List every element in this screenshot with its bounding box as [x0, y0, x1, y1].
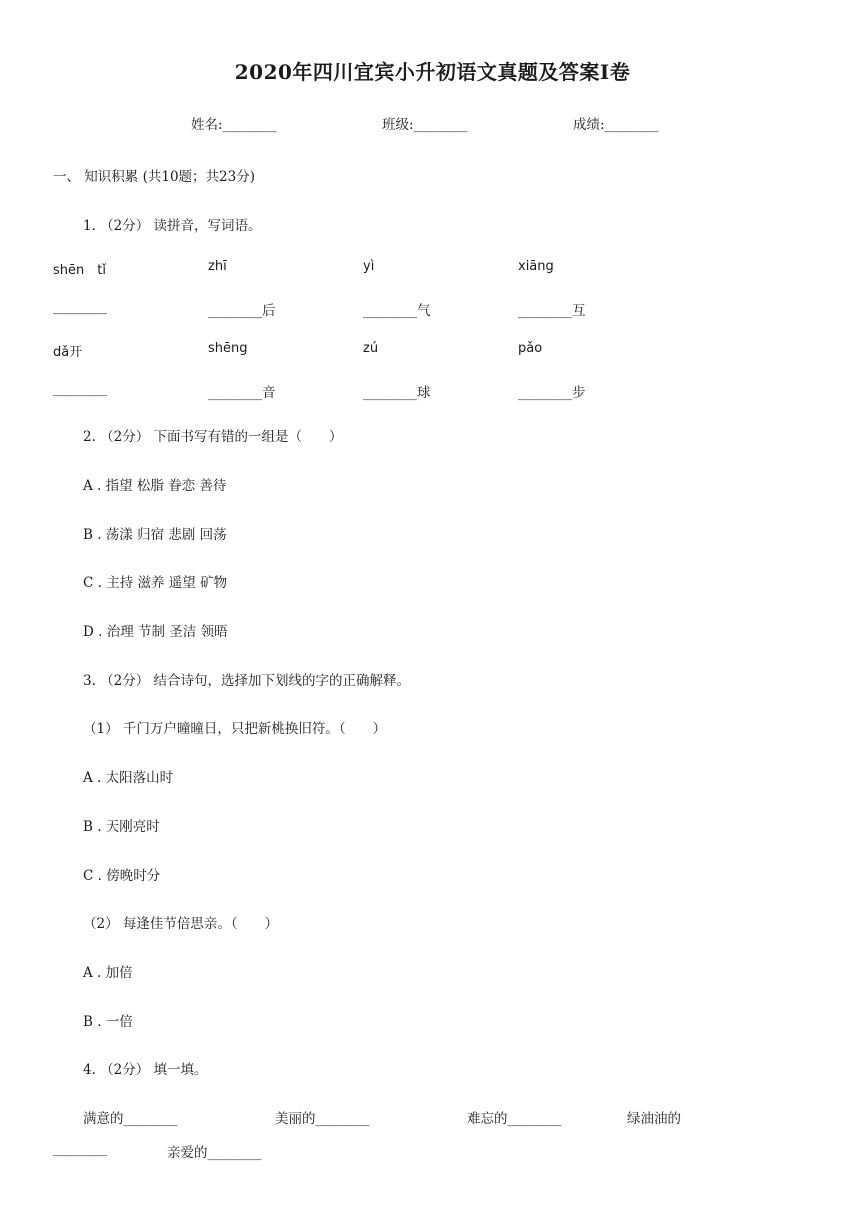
- class-field[interactable]: 班级:________: [382, 117, 468, 133]
- q1-answer-2[interactable]: ________后: [208, 303, 276, 319]
- q1-answer-6[interactable]: ________音: [208, 385, 276, 401]
- q1-answer-1[interactable]: ________: [53, 299, 107, 315]
- q3-sub2-option-a[interactable]: A . 加倍: [83, 965, 133, 981]
- q2-option-b[interactable]: B . 荡漾 归宿 悲剧 回荡: [83, 527, 227, 543]
- q1-answer-4[interactable]: ________互: [518, 303, 586, 319]
- q3-sub2-option-b[interactable]: B . 一倍: [83, 1014, 133, 1030]
- q1-answer-5[interactable]: ________: [53, 381, 107, 397]
- q1-pinyin-4: xiāng: [518, 259, 554, 274]
- q3-sub-2: （2） 每逢佳节倍思亲。（ ）: [83, 916, 279, 932]
- q1-pinyin-6: shēng: [208, 341, 248, 356]
- question-3-stem: 3. （2分） 结合诗句，选择加下划线的字的正确解释。: [83, 673, 411, 689]
- q3-sub1-option-b[interactable]: B . 天刚亮时: [83, 819, 160, 835]
- q1-answer-7[interactable]: ________球: [363, 385, 431, 401]
- q1-answer-8[interactable]: ________步: [518, 385, 586, 401]
- q1-pinyin-3: yì: [363, 259, 375, 274]
- q2-option-c[interactable]: C . 主持 滋养 遥望 矿物: [83, 575, 228, 591]
- q3-sub-1: （1） 千门万户曈曈日，只把新桃换旧符。（ ）: [83, 721, 387, 737]
- question-1-stem: 1. （2分） 读拼音，写词语。: [83, 218, 262, 234]
- q1-pinyin-7: zú: [363, 341, 379, 356]
- q4-item-1[interactable]: 满意的________: [83, 1111, 178, 1127]
- q1-pinyin-8: pǎo: [518, 341, 543, 356]
- q4-item-3[interactable]: 难忘的________: [467, 1111, 562, 1127]
- q1-answer-3[interactable]: ________气: [363, 303, 431, 319]
- name-field[interactable]: 姓名:________: [191, 117, 277, 133]
- q3-sub1-option-a[interactable]: A . 太阳落山时: [83, 770, 174, 786]
- page-title: 2020年四川宜宾小升初语文真题及答案Ⅰ卷: [234, 60, 631, 84]
- q4-item-4[interactable]: 绿油油的: [627, 1111, 681, 1127]
- q4-item-4-blank[interactable]: ________: [53, 1141, 107, 1157]
- q1-pinyin-5: dǎ开: [53, 345, 83, 360]
- question-4-stem: 4. （2分） 填一填。: [83, 1062, 208, 1078]
- section-heading: 一、 知识积累 (共10题；共23分): [53, 169, 255, 185]
- score-field[interactable]: 成绩:________: [573, 117, 659, 133]
- q4-item-2[interactable]: 美丽的________: [275, 1111, 370, 1127]
- q2-option-a[interactable]: A . 指望 松脂 眷恋 善待: [83, 478, 227, 494]
- question-2-stem: 2. （2分） 下面书写有错的一组是（ ）: [83, 429, 343, 445]
- q1-pinyin-1: shēn tǐ: [53, 263, 106, 278]
- q1-pinyin-2: zhī: [208, 259, 227, 274]
- q4-item-5[interactable]: 亲爱的________: [167, 1145, 262, 1161]
- q2-option-d[interactable]: D . 治理 节制 圣洁 领晤: [83, 624, 228, 640]
- q3-sub1-option-c[interactable]: C . 傍晚时分: [83, 868, 161, 884]
